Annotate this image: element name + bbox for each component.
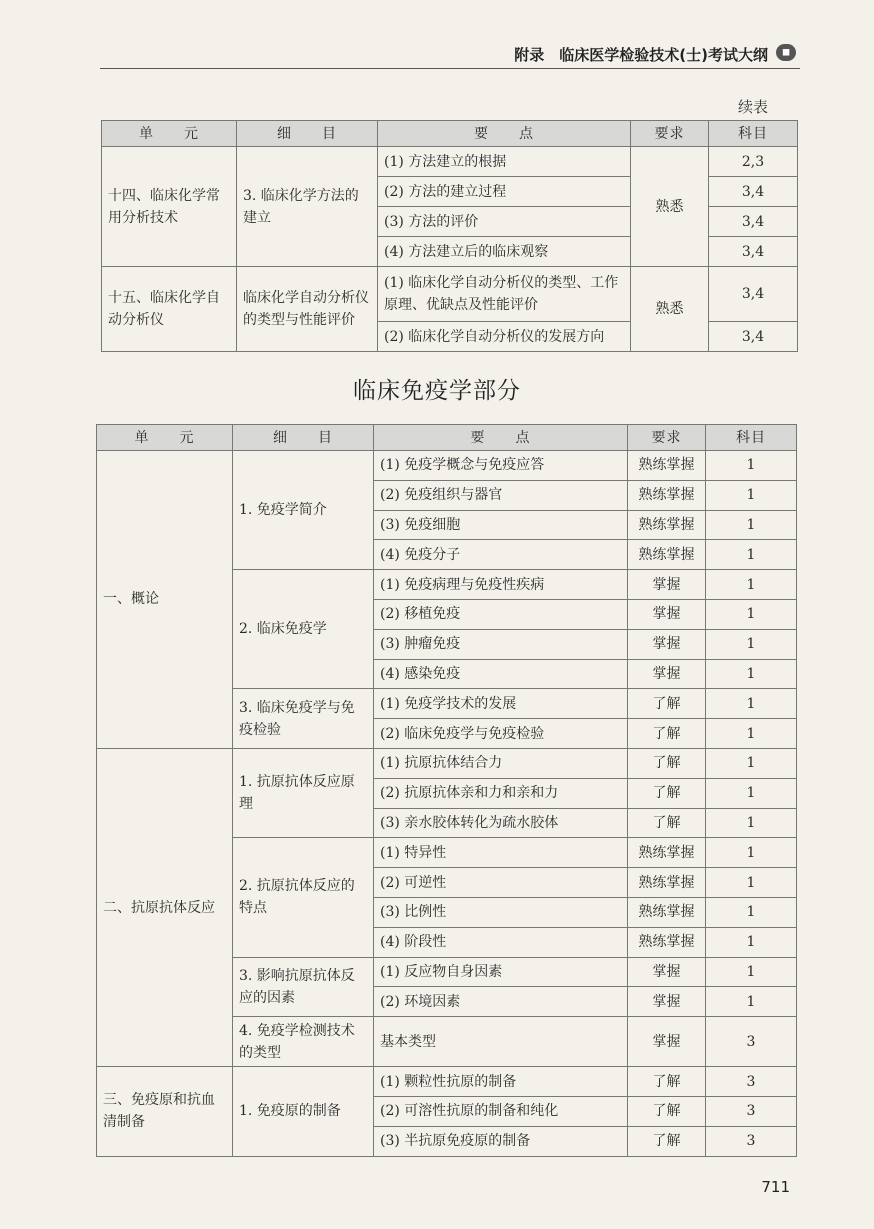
unit-cell: 十五、临床化学自动分析仪 — [102, 267, 237, 352]
subject-cell: 3,4 — [709, 177, 798, 207]
item-cell: 3. 临床化学方法的建立 — [237, 147, 378, 267]
point-cell: (1) 免疫学概念与免疫应答 — [374, 451, 628, 481]
requirement-cell: 熟练掌握 — [628, 838, 706, 868]
subject-cell: 1 — [706, 748, 797, 778]
subject-cell: 1 — [706, 927, 797, 957]
point-cell: (2) 免疫组织与器官 — [374, 480, 628, 510]
subject-cell: 3 — [706, 1126, 797, 1156]
subject-cell: 1 — [706, 629, 797, 659]
point-cell: (1) 临床化学自动分析仪的类型、工作原理、优缺点及性能评价 — [378, 267, 631, 322]
subject-cell: 1 — [706, 719, 797, 749]
subject-cell: 1 — [706, 957, 797, 987]
requirement-cell: 掌握 — [628, 987, 706, 1017]
subject-cell: 3,4 — [709, 237, 798, 267]
point-cell: (2) 移植免疫 — [374, 599, 628, 629]
requirement-cell: 熟练掌握 — [628, 868, 706, 898]
point-cell: 基本类型 — [374, 1017, 628, 1067]
point-cell: (1) 特异性 — [374, 838, 628, 868]
col-header-subject: 科目 — [706, 425, 797, 451]
requirement-cell: 熟练掌握 — [628, 510, 706, 540]
col-header-point: 要 点 — [378, 121, 631, 147]
requirement-cell: 了解 — [628, 689, 706, 719]
requirement-cell: 掌握 — [628, 957, 706, 987]
table-row — [97, 1067, 797, 1097]
subject-cell: 1 — [706, 570, 797, 600]
point-cell: (2) 临床免疫学与免疫检验 — [374, 719, 628, 749]
requirement-cell: 掌握 — [628, 570, 706, 600]
subject-cell: 3 — [706, 1067, 797, 1097]
point-cell: (2) 可逆性 — [374, 868, 628, 898]
subject-cell: 1 — [706, 838, 797, 868]
subject-cell: 1 — [706, 778, 797, 808]
requirement-cell: 熟练掌握 — [628, 540, 706, 570]
requirement-cell: 掌握 — [628, 629, 706, 659]
point-cell: (2) 方法的建立过程 — [378, 177, 631, 207]
col-header-unit: 单 元 — [102, 121, 237, 147]
subject-cell: 3,4 — [709, 322, 798, 352]
item-cell: 2. 抗原抗体反应的特点 — [233, 838, 374, 957]
subject-cell: 3 — [706, 1017, 797, 1067]
col-header-req: 要求 — [631, 121, 709, 147]
section-title: 临床免疫学部分 — [353, 378, 521, 404]
header-title: 附录 临床医学检验技术(士)考试大纲 — [514, 46, 768, 64]
col-header-unit: 单 元 — [97, 425, 233, 451]
point-cell: (1) 颗粒性抗原的制备 — [374, 1067, 628, 1097]
subject-cell: 1 — [706, 689, 797, 719]
page-header — [100, 38, 800, 69]
point-cell: (1) 免疫病理与免疫性疾病 — [374, 570, 628, 600]
subject-cell: 3,4 — [709, 267, 798, 322]
subject-cell: 1 — [706, 868, 797, 898]
subject-cell: 1 — [706, 451, 797, 481]
requirement-cell: 熟练掌握 — [628, 897, 706, 927]
point-cell: (3) 方法的评价 — [378, 207, 631, 237]
item-cell: 临床化学自动分析仪的类型与性能评价 — [237, 267, 378, 352]
requirement-cell: 了解 — [628, 748, 706, 778]
point-cell: (3) 半抗原免疫原的制备 — [374, 1126, 628, 1156]
subject-cell: 3 — [706, 1096, 797, 1126]
subject-cell: 1 — [706, 480, 797, 510]
continuation-label: 续表 — [737, 98, 768, 116]
point-cell: (3) 亲水胶体转化为疏水胶体 — [374, 808, 628, 838]
subject-cell: 1 — [706, 987, 797, 1017]
subject-cell: 1 — [706, 510, 797, 540]
table-row — [97, 451, 797, 481]
point-cell: (2) 临床化学自动分析仪的发展方向 — [378, 322, 631, 352]
subject-cell: 1 — [706, 808, 797, 838]
unit-cell: 三、免疫原和抗血清制备 — [97, 1067, 233, 1156]
table-row — [97, 748, 797, 778]
item-cell: 3. 影响抗原抗体反应的因素 — [233, 957, 374, 1017]
unit-cell: 二、抗原抗体反应 — [97, 748, 233, 1066]
requirement-cell: 了解 — [628, 778, 706, 808]
item-cell: 1. 免疫学简介 — [233, 451, 374, 570]
point-cell: (1) 反应物自身因素 — [374, 957, 628, 987]
subject-cell: 1 — [706, 659, 797, 689]
page-number: 711 — [761, 1178, 790, 1196]
point-cell: (2) 环境因素 — [374, 987, 628, 1017]
col-header-subject: 科目 — [709, 121, 798, 147]
col-header-point: 要 点 — [374, 425, 628, 451]
item-cell: 2. 临床免疫学 — [233, 570, 374, 689]
subject-cell: 1 — [706, 897, 797, 927]
chemistry-table — [101, 120, 798, 352]
requirement-cell: 熟悉 — [631, 147, 709, 267]
point-cell: (3) 肿瘤免疫 — [374, 629, 628, 659]
item-cell: 1. 免疫原的制备 — [233, 1067, 374, 1156]
header-badge-icon: ◼ — [776, 44, 796, 61]
requirement-cell: 掌握 — [628, 1017, 706, 1067]
unit-cell: 十四、临床化学常用分析技术 — [102, 147, 237, 267]
subject-cell: 3,4 — [709, 207, 798, 237]
col-header-item: 细 目 — [237, 121, 378, 147]
point-cell: (3) 比例性 — [374, 897, 628, 927]
point-cell: (3) 免疫细胞 — [374, 510, 628, 540]
col-header-req: 要求 — [628, 425, 706, 451]
requirement-cell: 熟练掌握 — [628, 451, 706, 481]
requirement-cell: 了解 — [628, 1067, 706, 1097]
requirement-cell: 掌握 — [628, 659, 706, 689]
subject-cell: 1 — [706, 599, 797, 629]
requirement-cell: 掌握 — [628, 599, 706, 629]
requirement-cell: 了解 — [628, 719, 706, 749]
requirement-cell: 熟悉 — [631, 267, 709, 352]
point-cell: (4) 感染免疫 — [374, 659, 628, 689]
item-cell: 3. 临床免疫学与免疫检验 — [233, 689, 374, 749]
point-cell: (1) 方法建立的根据 — [378, 147, 631, 177]
point-cell: (1) 免疫学技术的发展 — [374, 689, 628, 719]
requirement-cell: 了解 — [628, 808, 706, 838]
requirement-cell: 熟练掌握 — [628, 927, 706, 957]
requirement-cell: 了解 — [628, 1096, 706, 1126]
point-cell: (2) 可溶性抗原的制备和纯化 — [374, 1096, 628, 1126]
col-header-item: 细 目 — [233, 425, 374, 451]
point-cell: (4) 阶段性 — [374, 927, 628, 957]
point-cell: (1) 抗原抗体结合力 — [374, 748, 628, 778]
point-cell: (4) 免疫分子 — [374, 540, 628, 570]
point-cell: (2) 抗原抗体亲和力和亲和力 — [374, 778, 628, 808]
item-cell: 1. 抗原抗体反应原理 — [233, 748, 374, 837]
subject-cell: 2,3 — [709, 147, 798, 177]
requirement-cell: 熟练掌握 — [628, 480, 706, 510]
point-cell: (4) 方法建立后的临床观察 — [378, 237, 631, 267]
immunology-table — [96, 424, 797, 1157]
unit-cell: 一、概论 — [97, 451, 233, 749]
requirement-cell: 了解 — [628, 1126, 706, 1156]
item-cell: 4. 免疫学检测技术的类型 — [233, 1017, 374, 1067]
subject-cell: 1 — [706, 540, 797, 570]
